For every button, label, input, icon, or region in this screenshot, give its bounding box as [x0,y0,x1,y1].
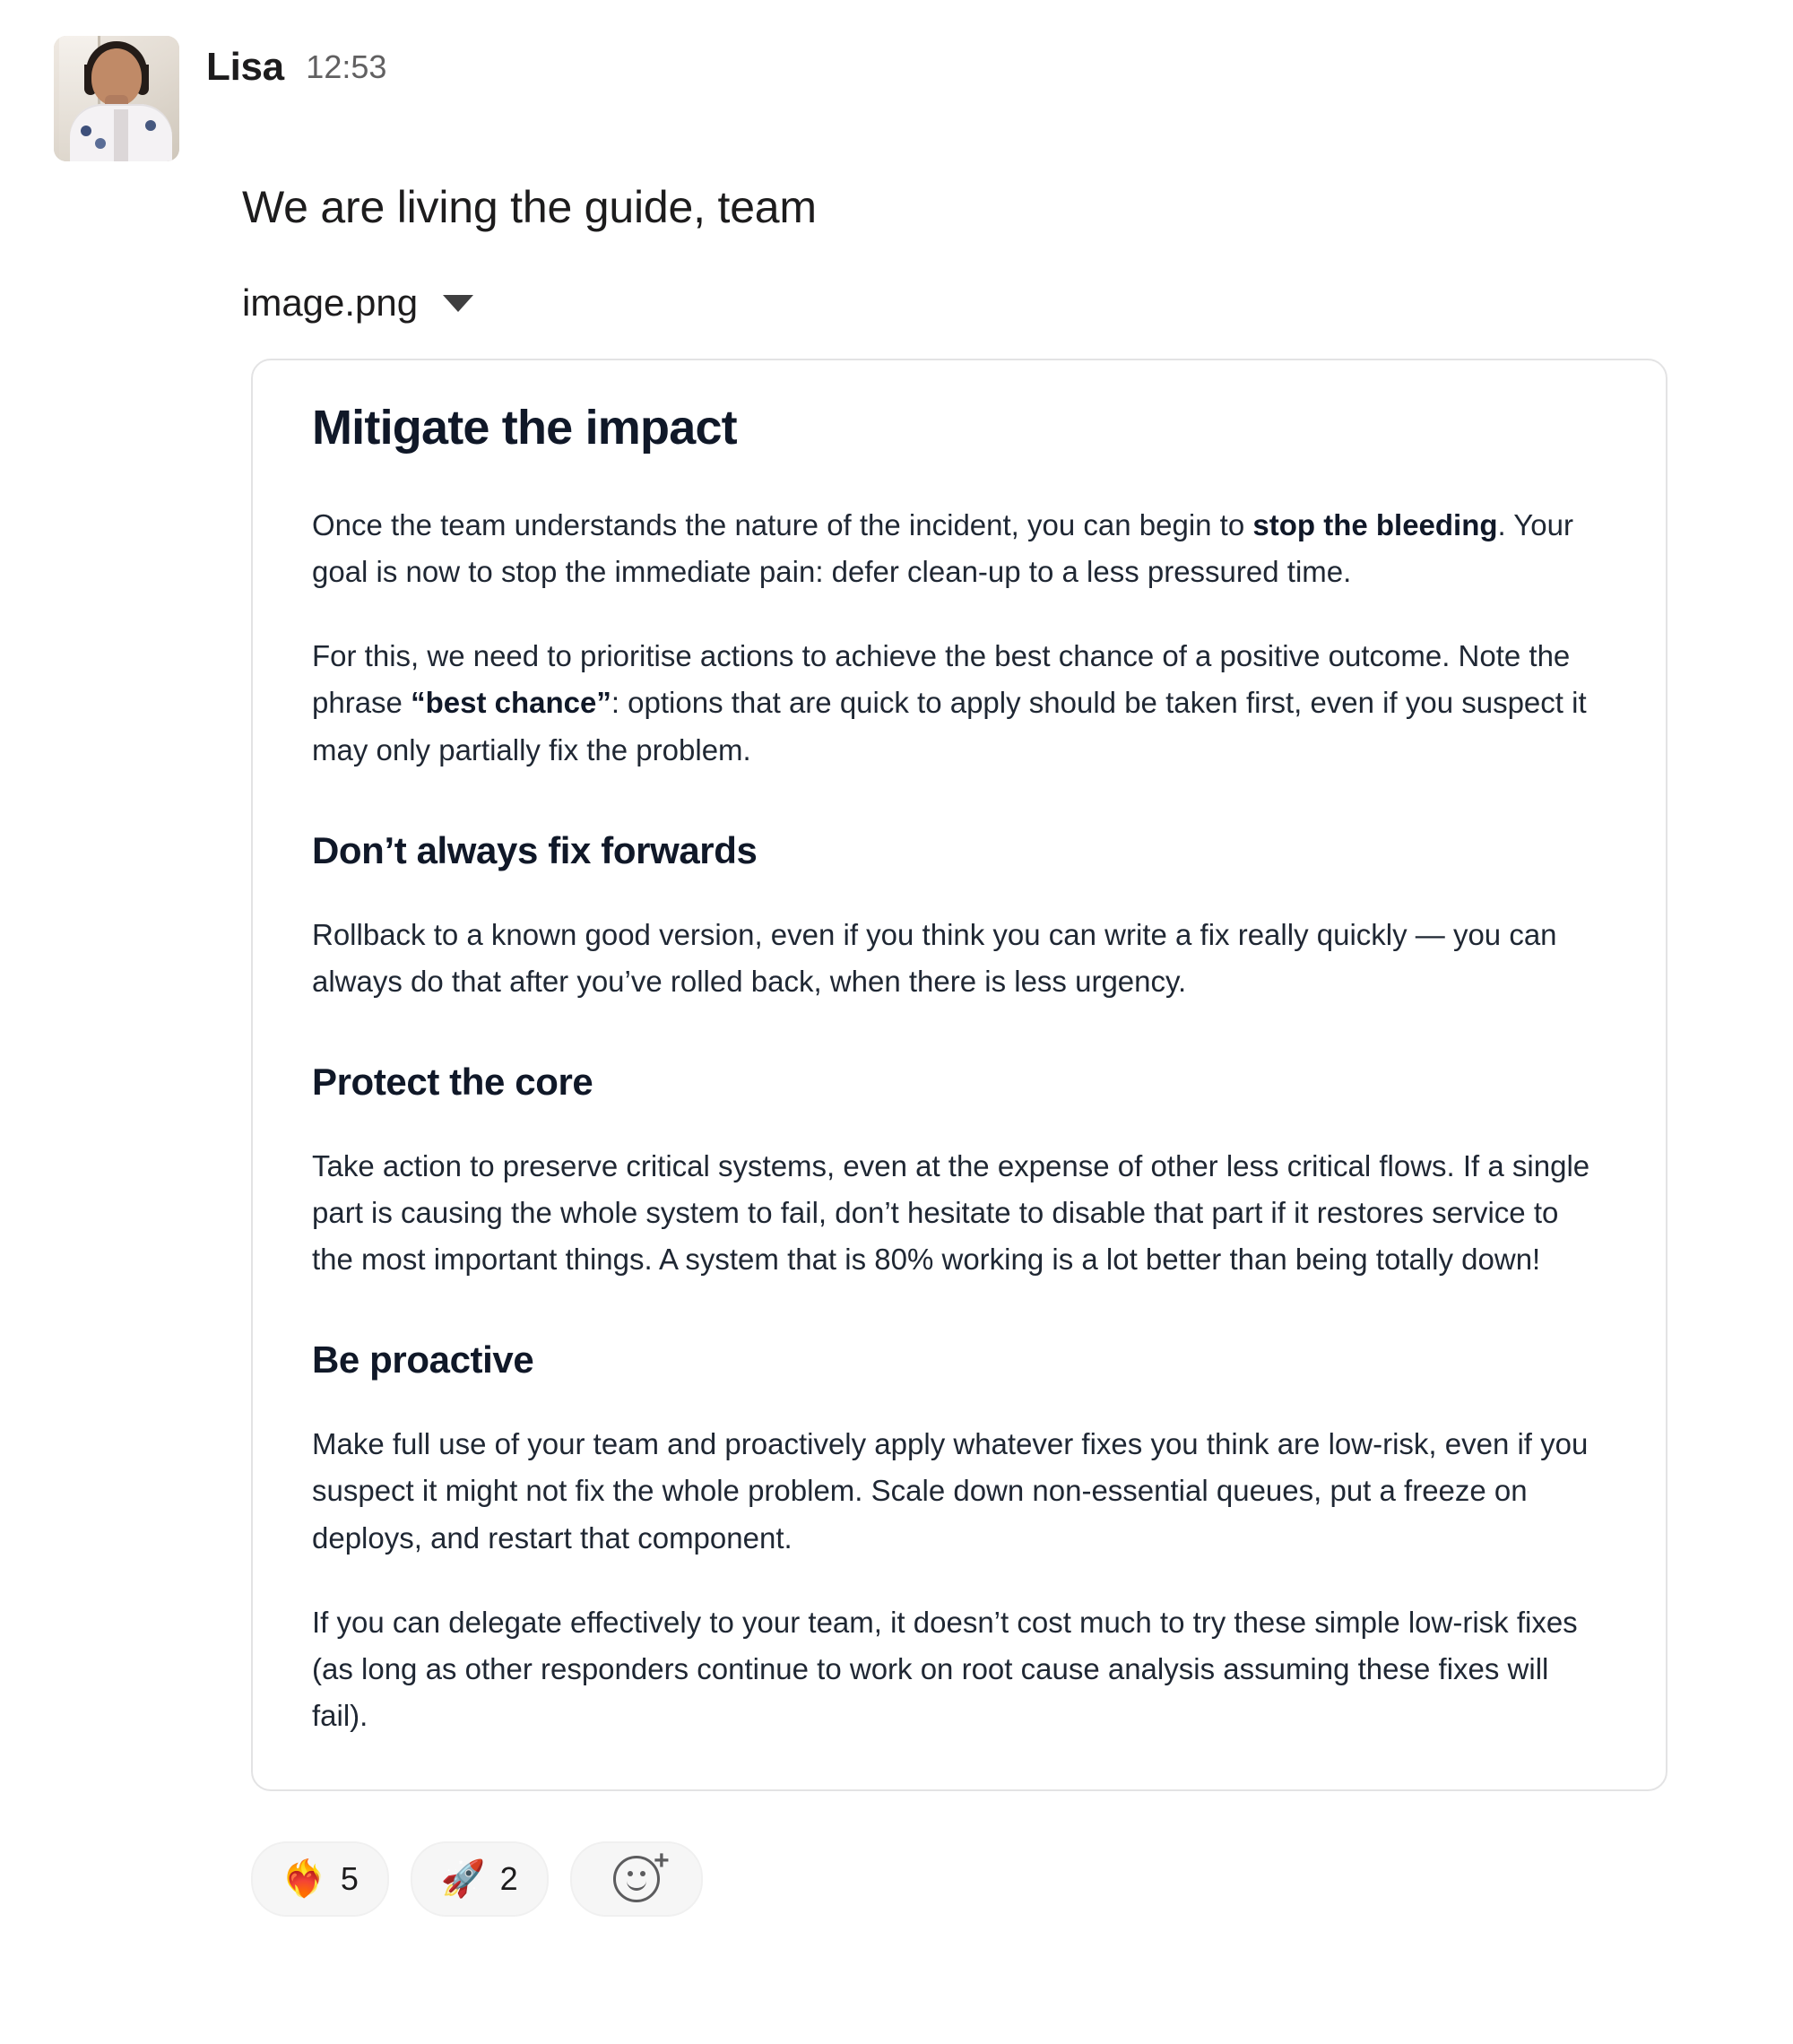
smiley-mouth [627,1880,646,1891]
message-text: We are living the guide, team [242,182,817,232]
body-text: If you can delegate effectively to your team, it doesn’t cost much to try these simple low-risk fixes (as long as other responders continue to work on root cause analysis assuming these fixes will fail). [312,1605,1578,1732]
body-text: For this, we need to prioritise actions to achieve the best chance of a positive outcome. Note the phrase [312,639,1571,720]
reaction-heart-on-fire[interactable] [251,1841,389,1917]
avatar-shirt-pattern [81,126,91,136]
attachment-paragraph [312,1143,1607,1283]
message-header [0,36,1793,161]
attachment-file-row [0,281,1793,325]
smiley-eye-left [628,1871,633,1876]
body-text: Make full use of your team and proactively apply whatever fixes you think are low-risk, even if you suspect it might not fix the whole problem. Scale down non-essential queues, put a freeze on deploys, and restart that component. [312,1427,1589,1555]
reaction-count: 2 [499,1860,518,1897]
emphasis-text: “best chance” [411,686,611,720]
attachment-card[interactable] [251,359,1667,1791]
add-reaction-smiley-icon [613,1846,670,1902]
attachment-paragraph [312,633,1607,773]
attachment-paragraph [312,1599,1607,1739]
body-text: Once the team understands the nature of the incident, you can begin to [312,508,1253,541]
rocket-icon: 🚀 [440,1859,486,1899]
reaction-bar [0,1841,1793,1953]
sender-block [179,36,386,90]
avatar-shirt-pattern [145,120,156,131]
plus-icon: + [654,1846,670,1875]
attachment-file-name[interactable]: image.png [242,281,419,324]
attachment-paragraph [312,912,1607,1005]
message-timestamp[interactable]: 12:53 [306,48,387,85]
body-text: : options that are quick to apply should be taken first, even if you suspect it may only partially fix the problem. [312,686,1587,766]
add-reaction-button[interactable] [570,1841,703,1917]
attachment-body [312,502,1607,1739]
attachment-title: Mitigate the impact [312,401,737,455]
attachment-section-heading: Don’t always fix forwards [312,828,758,871]
body-text: Take action to preserve critical systems, even at the expense of other less critical flows. If a single part is causing the whole system to fail, don’t hesitate to disable that part if it restores service to the most important things. A system that is 80% working is a lot better than being totally down! [312,1148,1590,1277]
body-text: Rollback to a known good version, even if you think you can write a fix really quickly — you can always do that after you’ve rolled back, when there is less urgency. [312,917,1557,998]
body-text: . Your goal is now to stop the immediate pain: defer clean-up to a less pressured time. [312,508,1573,589]
attachment-paragraph [312,1421,1607,1561]
attachment-section-heading: Protect the core [312,1060,593,1103]
chevron-down-icon[interactable] [443,295,473,312]
sender-name[interactable]: Lisa [206,45,284,89]
smiley-eye-right [640,1871,645,1876]
lisa-avatar[interactable] [54,36,179,161]
reaction-rocket[interactable] [411,1841,549,1917]
avatar-shirt-pattern [95,138,106,149]
attachment-paragraph [312,502,1607,595]
emphasis-text: stop the bleeding [1252,508,1498,541]
attachment-section-heading: Be proactive [312,1338,534,1381]
heart-on-fire-icon: ❤️‍🔥 [282,1859,326,1899]
reaction-count: 5 [340,1860,359,1897]
